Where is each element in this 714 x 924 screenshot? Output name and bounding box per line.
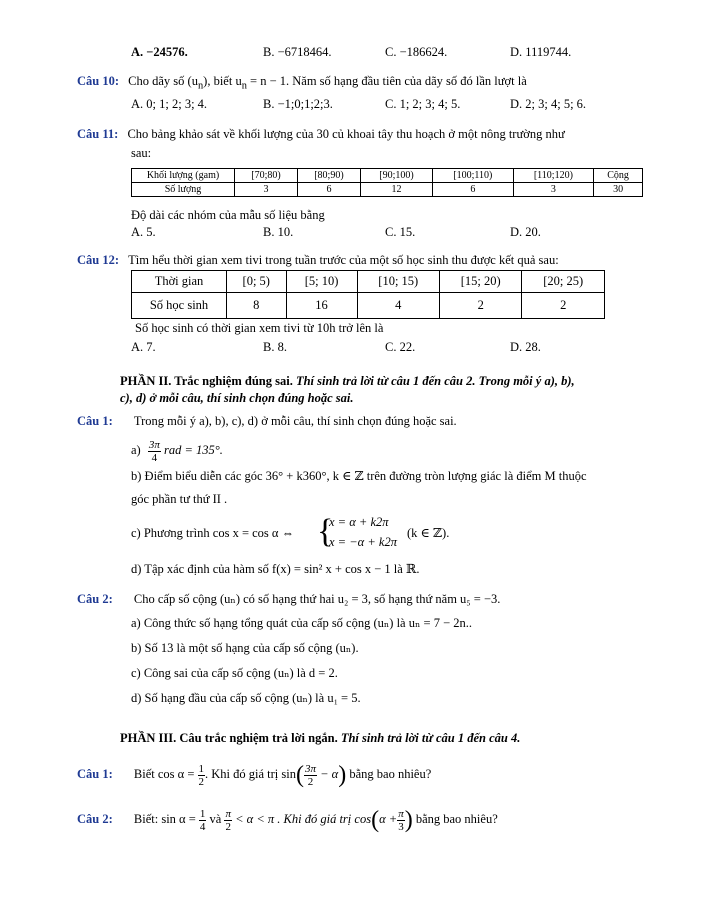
q9-option-b[interactable]: B. −6718464.: [263, 45, 332, 59]
q11-after: Độ dài các nhóm của mẫu số liệu bằng: [131, 208, 325, 222]
q12-r5: 2: [522, 293, 605, 319]
p3q1-n1: 1: [198, 762, 204, 775]
q11-line1: Cho bảng khảo sát về khối lượng của 30 củ khoai tây thu hoạch ở một nông trường như: [127, 127, 565, 141]
q12-option-c[interactable]: C. 22.: [385, 340, 416, 354]
p2q1-a-pre: a): [131, 443, 141, 457]
p3q1-frac2: [304, 763, 317, 788]
p2q1-b2: góc phần tư thứ II .: [131, 492, 228, 506]
q11-table: [131, 168, 643, 197]
p2q2-d[interactable]: d) Số hạng đầu của cấp số cộng (uₙ) là u₁ = 5.: [131, 691, 361, 705]
paren-open-icon: (: [295, 762, 304, 789]
q12-data-row: [132, 293, 605, 319]
q11-line2: sau:: [131, 146, 152, 160]
q12-h5: [20; 25): [522, 271, 605, 293]
q11-option-b[interactable]: B. 10.: [263, 225, 294, 239]
paren-open-icon: (: [371, 807, 380, 834]
q11-h1: [70;80): [235, 169, 298, 183]
p3q1-d1: 2: [198, 775, 204, 788]
p3q1-post: bằng bao nhiêu?: [349, 767, 432, 781]
q11-r6: 30: [594, 183, 643, 197]
p3q1-frac1: [198, 763, 206, 788]
p3q1-mid: . Khi đó giá trị sin: [205, 767, 296, 781]
q11-option-c[interactable]: C. 15.: [385, 225, 416, 239]
q12-h1: [0; 5): [227, 271, 287, 293]
q10-label: Câu 10:: [77, 74, 120, 88]
q12-stem: [77, 252, 559, 268]
q10-option-d[interactable]: D. 2; 3; 4; 5; 6.: [510, 97, 587, 111]
q11-h5: [110;120): [513, 169, 594, 183]
q11-h6: Cộng: [594, 169, 643, 183]
p3q2-n2: π: [225, 807, 231, 820]
q11-r3: 12: [360, 183, 432, 197]
part2-instr1: Thí sinh trả lời từ câu 1 đến câu 2. Trong mỗi ý a), b),: [292, 374, 575, 388]
p3q1: [77, 758, 431, 791]
q11-h4: [100;110): [433, 169, 514, 183]
q12-r4: 2: [440, 293, 522, 319]
q12-h3: [10; 15): [357, 271, 439, 293]
p2q1-label: Câu 1:: [77, 414, 113, 428]
q11-r2: 6: [297, 183, 360, 197]
p2q2-label: Câu 2:: [77, 592, 113, 606]
part2-instr2: c), d) ở mỗi câu, thí sinh chọn đúng hoặc sai.: [120, 391, 354, 405]
p2q1-b1[interactable]: b) Điểm biểu diễn các góc 36° + k360°, k ∈ ℤ trên đường tròn lượng giác là điểm M thuộc: [131, 469, 587, 483]
p2q1-stem: [77, 413, 457, 429]
q12-table: [131, 270, 605, 319]
p3q1-inner: − α: [320, 767, 339, 781]
q12-h2: [5; 10): [286, 271, 357, 293]
p3q2-frac3: [397, 808, 405, 833]
q12-r2: 16: [286, 293, 357, 319]
p2q2-b[interactable]: b) Số 13 là một số hạng của cấp số cộng (uₙ).: [131, 641, 359, 655]
part3-title: PHẦN III. Câu trắc nghiệm trả lời ngắn.: [120, 731, 338, 745]
q12-header-row: [132, 271, 605, 293]
q12-r1: 8: [227, 293, 287, 319]
p3q2-label: Câu 2:: [77, 812, 113, 826]
p2q1-c-pre: c) Phương trình cos x = cos α ⇔: [131, 526, 295, 540]
q11-data-row: [132, 183, 643, 197]
p2q1-a-num: 3π: [148, 438, 160, 451]
q12-option-d[interactable]: D. 28.: [510, 340, 541, 354]
part3-heading: [120, 730, 520, 746]
q11-stem: [77, 126, 565, 142]
q11-h3: [90;100): [360, 169, 432, 183]
q10-option-c[interactable]: C. 1; 2; 3; 4; 5.: [385, 97, 461, 111]
q10-stem: [77, 73, 527, 95]
q12-option-a[interactable]: A. 7.: [131, 340, 156, 354]
q9-option-c[interactable]: C. −186624.: [385, 45, 448, 59]
q10-option-a[interactable]: A. 0; 1; 2; 3; 4.: [131, 97, 208, 111]
q11-option-a[interactable]: A. 5.: [131, 225, 156, 239]
q11-r4: 6: [433, 183, 514, 197]
p2q1-c-top: x = α + k2π: [329, 515, 389, 529]
p3q1-d2: 2: [307, 775, 314, 788]
p3q2-d1: 4: [199, 820, 206, 833]
q9-option-d[interactable]: D. 1119744.: [510, 45, 572, 59]
p2q1-c-bot: x = −α + k2π: [329, 535, 397, 549]
q10-text3: = n − 1. Năm số hạng đầu tiên của dãy số đó lần lượt là: [246, 74, 527, 88]
q10-sub2: n: [241, 80, 247, 92]
q11-h0: Khối lượng (gam): [132, 169, 235, 183]
q12-h4: [15; 20): [440, 271, 522, 293]
p3q2-mid2: < α < π . Khi đó giá trị cos: [235, 812, 372, 826]
p3q1-label: Câu 1:: [77, 767, 113, 781]
p2q2-c[interactable]: c) Công sai của cấp số cộng (uₙ) là d = 2.: [131, 666, 338, 680]
q11-header-row: [132, 169, 643, 183]
q11-option-d[interactable]: D. 20.: [510, 225, 541, 239]
p3q1-n2: 3π: [304, 762, 316, 775]
q12-r3: 4: [357, 293, 439, 319]
p3q2-post: bằng bao nhiêu?: [415, 812, 498, 826]
q10-option-b[interactable]: B. −1;0;1;2;3.: [263, 97, 333, 111]
p2q2-text: Cho cấp số cộng (uₙ) có số hạng thứ hai u₂ = 3, số hạng thứ năm u₅ = −3.: [133, 592, 501, 606]
q11-r5: 3: [513, 183, 594, 197]
p3q2: [77, 803, 498, 836]
q11-h2: [80;90): [297, 169, 360, 183]
q11-label: Câu 11:: [77, 127, 119, 141]
p2q2-a[interactable]: a) Công thức số hạng tổng quát của cấp số cộng (uₙ) là uₙ = 7 − 2n..: [131, 616, 472, 630]
p3q2-inner: α +: [379, 812, 398, 826]
p3q1-pre: Biết cos α =: [133, 767, 195, 781]
p3q2-d3: 3: [398, 820, 404, 833]
q12-label: Câu 12:: [77, 253, 120, 267]
p2q1-d[interactable]: d) Tập xác định của hàm số f(x) = sin² x + cos x − 1 là ℝ.: [131, 562, 420, 576]
p2q1-a-frac: [148, 439, 161, 464]
q9-option-a[interactable]: A. −24576.: [131, 45, 188, 59]
q11-r0: Số lượng: [132, 183, 235, 197]
q12-r0: Số học sinh: [132, 293, 227, 319]
p2q2-stem: [77, 591, 500, 607]
p2q1-c-post: (k ∈ ℤ).: [407, 526, 450, 540]
p3q2-n3: π: [398, 807, 404, 820]
brace-icon: {: [317, 513, 334, 550]
part3-instr: Thí sinh trả lời từ câu 1 đến câu 4.: [337, 731, 521, 745]
q12-option-b[interactable]: B. 8.: [263, 340, 287, 354]
q10-sub: n: [197, 80, 204, 92]
q12-after: Số học sinh có thời gian xem tivi từ 10h trở lên là: [135, 321, 384, 335]
q10-text2: ), biết u: [203, 74, 242, 88]
part2-title: PHẦN II. Trắc nghiệm đúng sai.: [120, 374, 293, 388]
q12-text: Tìm hểu thời gian xem tivi trong tuần trước của một số học sinh thu được kết quả sau:: [128, 253, 559, 267]
p3q2-mid: và: [206, 812, 225, 826]
p2q1-a-post: rad = 135°.: [163, 443, 223, 457]
p2q1-a-den: 4: [151, 451, 158, 464]
p2q1-a[interactable]: [131, 435, 223, 465]
q10-text: Cho dãy số (u: [128, 74, 198, 88]
paren-close-icon: ): [404, 807, 413, 834]
p3q2-pre: Biết: sin α =: [133, 812, 196, 826]
part2-heading: [120, 373, 575, 389]
paren-close-icon: ): [338, 762, 347, 789]
p2q1-text: Trong mỗi ý a), b), c), d) ở mỗi câu, thí sinh chọn đúng hoặc sai.: [133, 414, 457, 428]
p3q2-n1: 1: [199, 807, 206, 820]
p3q2-frac2: [224, 808, 232, 833]
q11-r1: 3: [235, 183, 298, 197]
q12-h0: Thời gian: [132, 271, 227, 293]
p3q2-d2: 2: [225, 820, 231, 833]
